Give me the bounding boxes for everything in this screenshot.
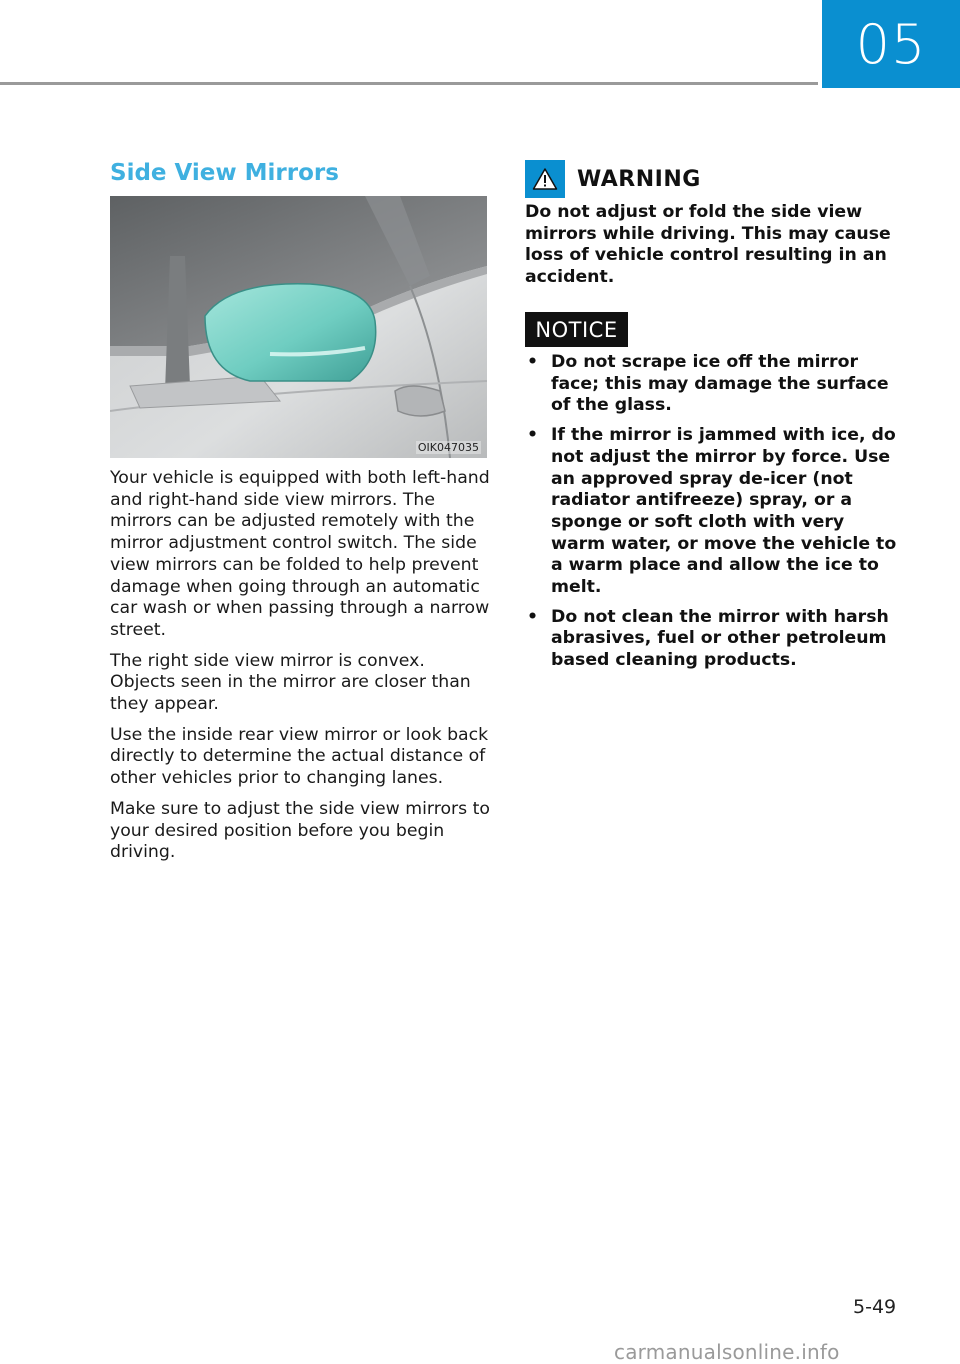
- list-item: [525, 607, 900, 672]
- list-item: [525, 425, 900, 599]
- chapter-number: 05: [855, 12, 927, 76]
- section-title: Side View Mirrors: [110, 160, 339, 186]
- body-text: [110, 468, 490, 873]
- paragraph: The right side view mirror is convex. Objects seen in the mirror are closer than they appear.: [110, 650, 471, 715]
- bullet-icon: •: [527, 352, 539, 372]
- watermark-link[interactable]: carmanualsonline.info: [614, 1340, 840, 1364]
- warning-header: [525, 160, 701, 198]
- warning-triangle-icon: [525, 160, 565, 198]
- warning-title: WARNING: [577, 166, 701, 192]
- bullet-icon: •: [527, 425, 539, 446]
- figure-code: OIK047035: [417, 441, 479, 454]
- notice-item-text: Do not scrape ice off the mirror face; this may damage the surface of the glass.: [551, 352, 889, 416]
- mirror-illustration-svg: [110, 196, 487, 458]
- paragraph: Your vehicle is equipped with both left-hand and right-hand side view mirrors. The mirrors can be adjusted remotely with the mirror adjustment control switch. The side view mirrors can be folded to help prevent damage when going through an automatic car wash or when passing through a narrow street.: [110, 468, 490, 640]
- page-number: 5-49: [853, 1296, 897, 1318]
- notice-badge: [525, 312, 628, 347]
- bullet-icon: •: [527, 606, 539, 627]
- chapter-tab: [822, 0, 960, 88]
- list-item: [525, 352, 900, 417]
- paragraph: Use the inside rear view mirror or look back directly to determine the actual distance of other vehicles prior to changing lanes.: [110, 724, 489, 789]
- notice-label: NOTICE: [535, 317, 618, 342]
- notice-item-text: If the mirror is jammed with ice, do not adjust the mirror by force. Use an approved spray de-icer (not radiator antifreeze) spray, or a sponge or soft cloth with very warm water, or move the vehicle to a warm place and allow the ice to melt.: [551, 425, 897, 598]
- warning-text: Do not adjust or fold the side view mirrors while driving. This may cause loss of vehicle control resulting in an accident.: [525, 202, 891, 288]
- side-mirror-illustration: [110, 196, 487, 458]
- header-rule: [0, 82, 818, 85]
- paragraph: Make sure to adjust the side view mirrors to your desired position before you begin driving.: [110, 798, 490, 863]
- notice-item-text: Do not clean the mirror with harsh abrasives, fuel or other petroleum based cleaning products.: [551, 606, 889, 671]
- notice-list: [525, 352, 900, 680]
